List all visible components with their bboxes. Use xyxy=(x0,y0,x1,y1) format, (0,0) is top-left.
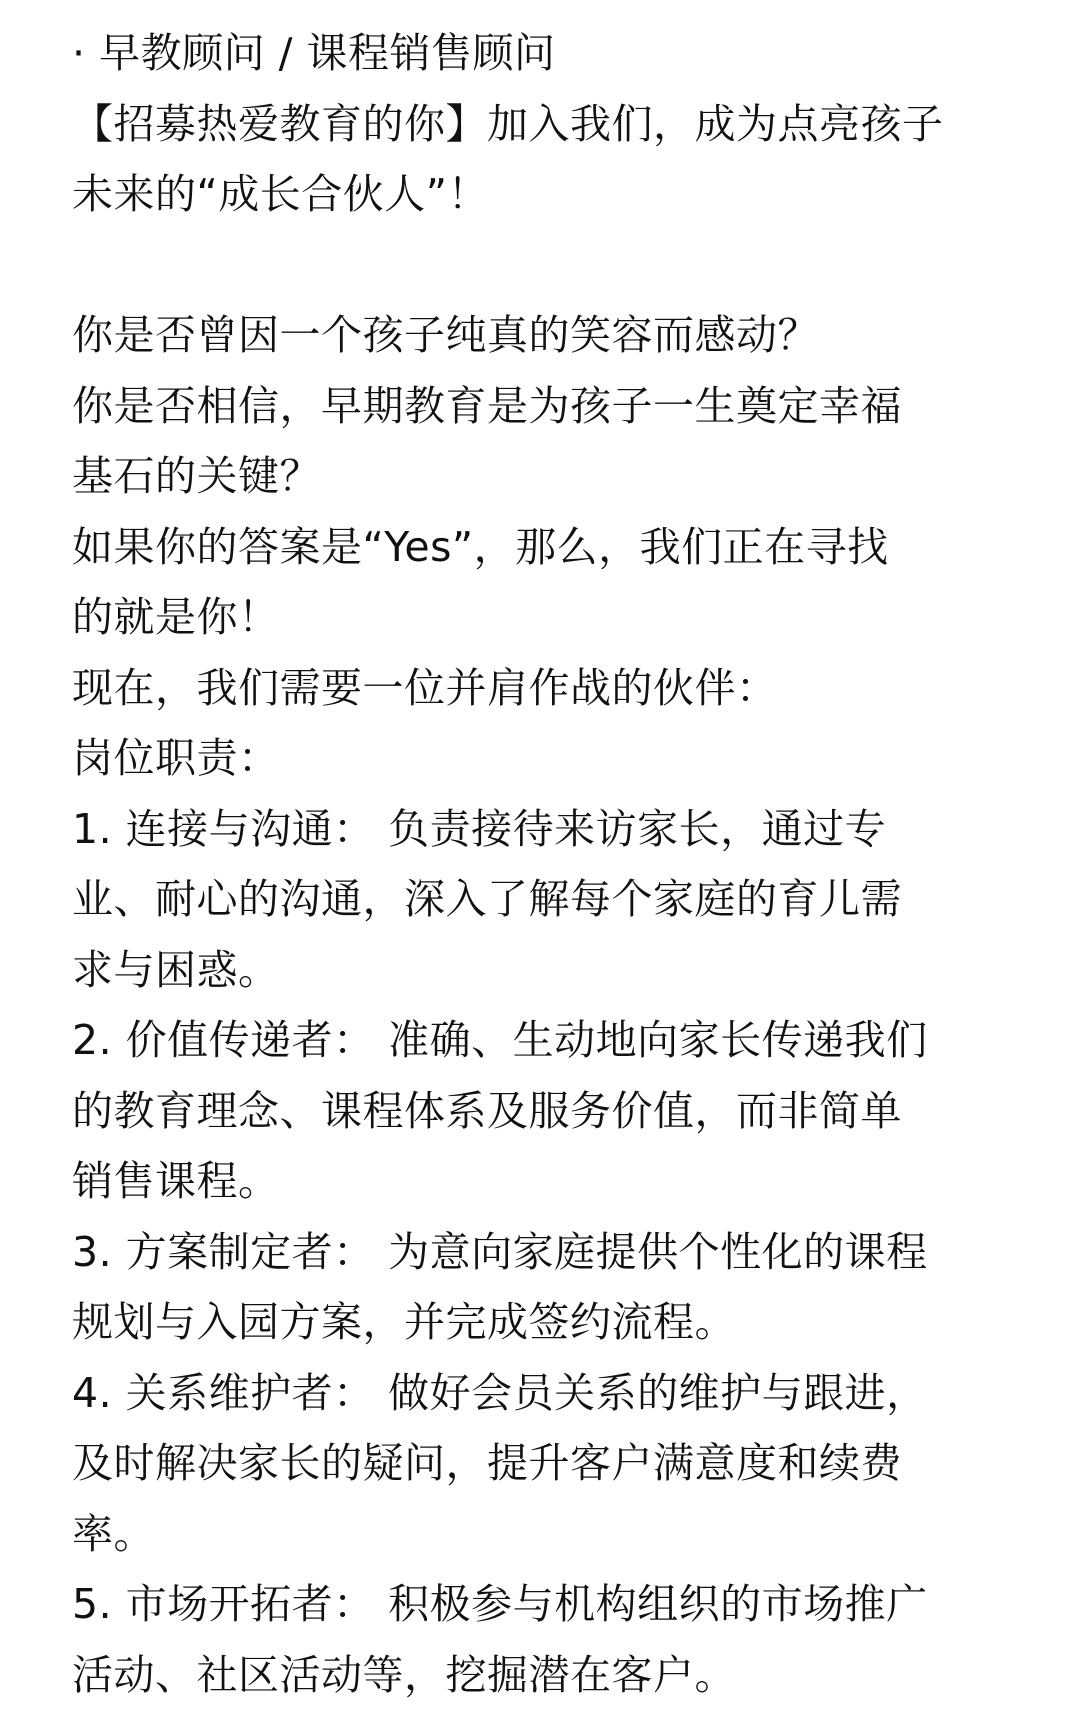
duty-2-line-1: 2. 价值传递者： 准确、生动地向家长传递我们 xyxy=(72,1016,928,1064)
duty-1-line-2: 业、耐心的沟通，深入了解每个家庭的育儿需 xyxy=(72,875,902,923)
duty-1-line-3: 求与困惑。 xyxy=(72,945,280,994)
duty-1-line-1: 1. 连接与沟通： 负责接待来访家长，通过专 xyxy=(72,804,887,853)
duty-4-line-3: 率。 xyxy=(72,1509,155,1558)
text-line-answer: 如果你的答案是“Yes”，那么，我们正在寻找 xyxy=(72,522,889,571)
duty-2-line-2: 的教育理念、课程体系及服务价值，而非简单 xyxy=(72,1086,902,1135)
duty-3-line-2: 规划与入园方案，并完成签约流程。 xyxy=(72,1298,736,1346)
text-line-headline-cont: 未来的“成长合伙人”！ xyxy=(72,170,489,218)
duty-4-line-1: 4. 关系维护者： 做好会员关系的维护与跟进， xyxy=(72,1368,928,1417)
text-line-answer-cont: 的就是你！ xyxy=(72,593,280,641)
text-line-partner-intro: 现在，我们需要一位并肩作战的伙伴： xyxy=(72,663,778,712)
duty-4-line-2: 及时解决家长的疑问，提升客户满意度和续费 xyxy=(72,1439,902,1487)
job-posting-text xyxy=(72,18,1032,1710)
duty-2-line-3: 销售课程。 xyxy=(72,1157,280,1205)
text-line-question-2-cont: 基石的关键？ xyxy=(72,452,321,500)
section-heading-duties: 岗位职责： xyxy=(72,734,280,782)
text-line-question-1: 你是否曾因一个孩子纯真的笑容而感动？ xyxy=(72,311,819,359)
duty-5-line-1: 5. 市场开拓者： 积极参与机构组织的市场推广 xyxy=(72,1580,928,1628)
text-line-headline: 【招募热爱教育的你】加入我们，成为点亮孩子 xyxy=(72,99,944,148)
text-line-question-2: 你是否相信，早期教育是为孩子一生奠定幸福 xyxy=(72,381,902,430)
duty-5-line-2: 活动、社区活动等，挖掘潜在客户。 xyxy=(72,1650,736,1699)
duty-3-line-1: 3. 方案制定者： 为意向家庭提供个性化的课程 xyxy=(72,1227,928,1276)
text-line-job-title: · 早教顾问 / 课程销售顾问 xyxy=(72,29,556,77)
blank-line xyxy=(72,230,1032,301)
